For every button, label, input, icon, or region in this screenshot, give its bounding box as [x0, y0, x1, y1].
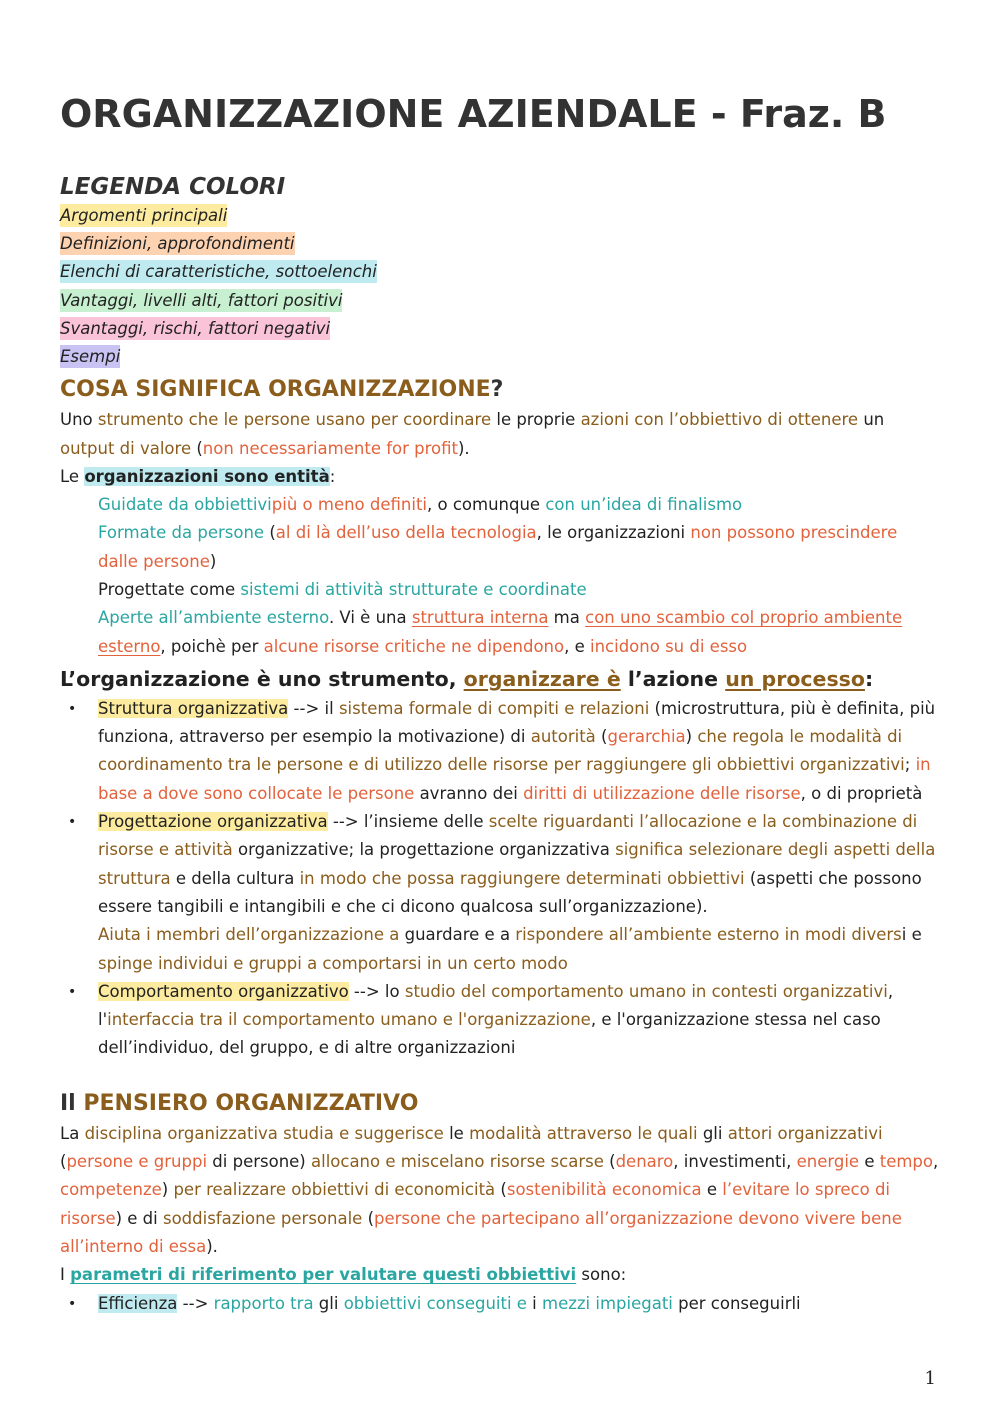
section-heading: L’organizzazione è uno strumento, organizzare è l’azione un processo: [60, 666, 874, 691]
paragraph: Uno strumento che le persone usano per coordinare le proprie azioni con l’obbiettivo di ottenere un output di valore (non necessariamente for profit). [60, 410, 885, 458]
list-item: • Struttura organizzativa --> il sistema formale di compiti e relazioni (microstruttura, più è definita, più funziona, attraverso per esempio la motivazione) di autorità (gerarchia) che regola le modalità di coordinamento tra le persone e di utilizzo delle risorse per raggiungere gli obbiettivi organizzativi; in base a dove sono collocate le persone avranno dei diritti di utilizzazione delle risorse, o di proprietà [60, 695, 940, 808]
list-item: Formate da persone (al di là dell’uso della tecnologia, le organizzazioni non possono prescindere dalle persone) [98, 523, 898, 571]
bullet-list [60, 695, 940, 1063]
list-item: • Comportamento organizzativo --> lo studio del comportamento umano in contesti organizzativi, l'interfaccia tra il comportamento umano e l'organizzazione, e l'organizzazione stessa nel caso dell’individuo, del gruppo, e di altre organizzazioni [60, 978, 940, 1063]
document-title: ORGANIZZAZIONE AZIENDALE - Fraz. B [60, 92, 887, 136]
legend-item: Svantaggi, rischi, fattori negativi [60, 318, 331, 338]
list-item: • Progettazione organizzativa --> l’insieme delle scelte riguardanti l’allocazione e la combinazione di risorse e attività organizzative; la progettazione organizzativa significa selezionare degli aspetti della struttura e della cultura in modo che possa raggiungere determinati obbiettivi (aspetti che possono essere tangibili e intangibili e che ci dicono qualcosa sull’organizzazione). Aiuta i membri dell’organizzazione a guardare e a rispondere all’ambiente esterno in modi diversi e spinge individui e gruppi a comportarsi in un certo modo [60, 808, 940, 978]
list-item: Progettate come sistemi di attività strutturate e coordinate [98, 580, 587, 599]
section-heading: Il PENSIERO ORGANIZZATIVO [60, 1090, 419, 1116]
list-item: Guidate da obbiettivipiù o meno definiti, o comunque con un’idea di finalismo [98, 495, 743, 515]
bullet-list [60, 1290, 940, 1318]
legend-item: Esempi [60, 347, 121, 367]
document-page [60, 92, 940, 1318]
paragraph: Le organizzazioni sono entità: [60, 466, 336, 486]
paragraph: La disciplina organizzativa studia e suggerisce le modalità attraverso le quali gli attori organizzativi (persone e gruppi di persone) allocano e miscelano risorse scarse (denaro, investimenti, energie e tempo, competenze) per realizzare obbiettivi di economicità (sostenibilità economica e l’evitare lo spreco di risorse) e di soddisfazione personale (persone che partecipano all’organizzazione devono vivere bene all’interno di essa). [60, 1123, 939, 1256]
list-item: Aperte all’ambiente esterno. Vi è una struttura interna ma con uno scambio col proprio ambiente esterno, poichè per alcune risorse critiche ne dipendono, e incidono su di esso [98, 608, 903, 656]
legend-item: Definizioni, approfondimenti [60, 234, 295, 254]
legend-item: Argomenti principali [60, 206, 228, 225]
section-heading: COSA SIGNIFICA ORGANIZZAZIONE? [60, 377, 504, 403]
legend-item: Vantaggi, livelli alti, fattori positivi [60, 290, 343, 310]
list-item: • Efficienza --> rapporto tra gli obbiettivi conseguiti e i mezzi impiegati per conseguirli [60, 1290, 940, 1318]
legend-heading: LEGENDA COLORI [60, 174, 286, 200]
page-number: 1 [924, 1368, 936, 1389]
paragraph: I parametri di riferimento per valutare questi obbiettivi sono: [60, 1265, 627, 1285]
legend-item: Elenchi di caratteristiche, sottoelenchi [60, 262, 377, 282]
